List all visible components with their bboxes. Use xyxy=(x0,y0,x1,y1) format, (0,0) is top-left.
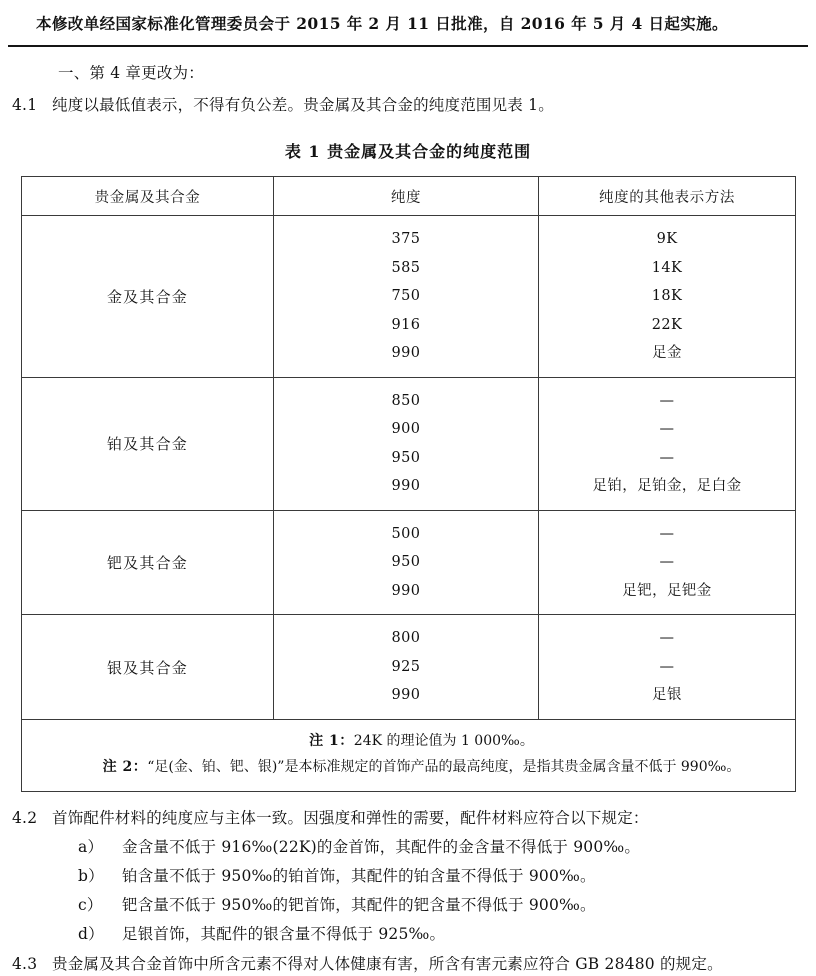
table-container xyxy=(0,176,816,791)
purity-value: 500 xyxy=(391,525,421,542)
table-note-1 xyxy=(48,729,795,755)
other-notation-value: 足银 xyxy=(652,687,682,704)
other-notation-value: — xyxy=(659,658,675,675)
amendment-heading: 一、第 4 章更改为： xyxy=(58,64,204,83)
table-note-2-text: “足(金、铂、钯、银)”是本标准规定的首饰产品的最高纯度，是指其贵金属含量不低于 990‰。 xyxy=(147,758,741,775)
section-4-2-text: 首饰配件材料的纯度应与主体一致。因强度和弹性的需要，配件材料应符合以下规定： xyxy=(52,808,649,827)
section-4-3 xyxy=(0,952,816,976)
list-item-text: 足银首饰，其配件的银含量不得低于 925‰。 xyxy=(122,924,446,943)
list-item xyxy=(0,835,816,859)
approval-statement: 本修改单经国家标准化管理委员会于 2015 年 2 月 11 日批准，自 2016 年 5 月 4 日起实施。 xyxy=(36,14,728,33)
section-4-1-text: 纯度以最低值表示，不得有负公差。贵金属及其合金的纯度范围见表 1。 xyxy=(52,96,554,115)
column-header-metal: 贵金属及其合金 xyxy=(22,177,274,216)
purity-value: 900 xyxy=(391,421,421,438)
list-item-text: 铂含量不低于 950‰的铂首饰，其配件的铂含量不得低于 900‰。 xyxy=(122,866,596,885)
table-row xyxy=(22,615,796,720)
section-4-2-number: 4.2 xyxy=(12,808,38,827)
purity-value: 950 xyxy=(391,449,421,466)
other-notation-value: 14K xyxy=(651,259,683,276)
purity-value: 375 xyxy=(391,231,421,248)
section-4-3-text: 贵金属及其合金首饰中所含元素不得对人体健康有害，所含有害元素应符合 GB 28480 的规定。 xyxy=(52,954,723,973)
purity-value: 585 xyxy=(391,259,421,276)
other-notation-value: — xyxy=(659,392,675,409)
metal-name-palladium: 钯及其合金 xyxy=(22,510,274,615)
other-notation-value: — xyxy=(659,554,675,571)
table-note-2-label: 注 2： xyxy=(102,758,148,775)
purity-values-palladium xyxy=(274,510,539,615)
table-note-1-label: 注 1： xyxy=(309,732,354,749)
other-notation-value: 足金 xyxy=(652,345,682,362)
list-item xyxy=(0,893,816,917)
list-item-marker: a） xyxy=(78,837,104,856)
purity-value: 990 xyxy=(391,582,421,599)
purity-value: 990 xyxy=(391,687,421,704)
purity-value: 916 xyxy=(391,316,421,333)
other-notation-value: — xyxy=(659,449,675,466)
table-notes-row xyxy=(22,719,796,791)
other-notation-value: 22K xyxy=(651,316,683,333)
other-notation-value: — xyxy=(659,421,675,438)
table-row xyxy=(22,377,796,510)
other-notation-value: 足钯，足钯金 xyxy=(622,582,712,599)
other-notation-platinum xyxy=(539,377,796,510)
table-row xyxy=(22,510,796,615)
table-notes xyxy=(22,719,796,791)
column-header-other-notation: 纯度的其他表示方法 xyxy=(539,177,796,216)
purity-value: 850 xyxy=(391,392,421,409)
metal-name-platinum: 铂及其合金 xyxy=(22,377,274,510)
section-4-1-number: 4.1 xyxy=(12,96,38,115)
other-notation-value: 18K xyxy=(651,288,683,305)
list-item-text: 金含量不低于 916‰(22K)的金首饰，其配件的金含量不得低于 900‰。 xyxy=(122,837,641,856)
table-caption: 表 1 贵金属及其合金的纯度范围 xyxy=(284,142,532,162)
table-note-1-text: 24K 的理论值为 1 000‰。 xyxy=(353,732,534,749)
purity-value: 925 xyxy=(391,658,421,675)
other-notation-value: 足铂，足铂金，足白金 xyxy=(592,478,742,495)
purity-values-gold xyxy=(274,216,539,378)
list-item-marker: b） xyxy=(78,866,104,885)
purity-value: 990 xyxy=(391,345,421,362)
purity-value: 950 xyxy=(391,554,421,571)
purity-range-table xyxy=(21,176,796,791)
metal-name-silver: 银及其合金 xyxy=(22,615,274,720)
list-item-text: 钯含量不低于 950‰的钯首饰，其配件的钯含量不得低于 900‰。 xyxy=(122,895,596,914)
other-notation-value: 9K xyxy=(656,231,678,248)
other-notation-value: — xyxy=(659,630,675,647)
list-item-marker: c） xyxy=(78,895,103,914)
column-header-purity: 纯度 xyxy=(274,177,539,216)
other-notation-value: — xyxy=(659,525,675,542)
table-note-2 xyxy=(48,755,795,781)
section-4-3-number: 4.3 xyxy=(12,954,38,973)
purity-values-silver xyxy=(274,615,539,720)
purity-value: 800 xyxy=(391,630,421,647)
purity-values-platinum xyxy=(274,377,539,510)
metal-name-gold: 金及其合金 xyxy=(22,216,274,378)
list-item-marker: d） xyxy=(78,924,104,943)
other-notation-silver xyxy=(539,615,796,720)
list-item xyxy=(0,922,816,946)
other-notation-gold xyxy=(539,216,796,378)
section-4-2 xyxy=(0,806,816,830)
purity-value: 750 xyxy=(391,288,421,305)
section-4-1 xyxy=(0,93,816,117)
other-notation-palladium xyxy=(539,510,796,615)
purity-value: 990 xyxy=(391,478,421,495)
table-header-row xyxy=(22,177,796,216)
list-item xyxy=(0,864,816,888)
table-row xyxy=(22,216,796,378)
